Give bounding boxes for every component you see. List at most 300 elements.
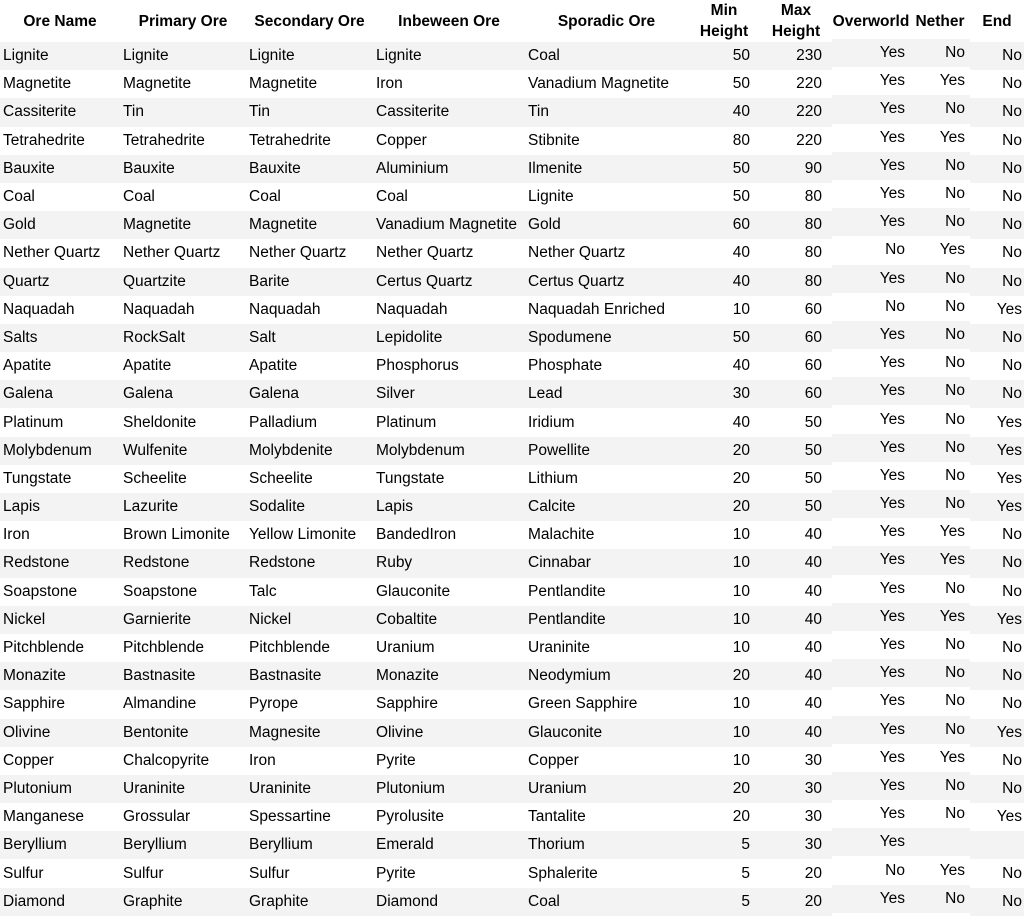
ore-name-cell: Nether Quartz bbox=[3, 244, 101, 262]
max-height-cell: 40 bbox=[804, 695, 822, 713]
nether-cell: Yes bbox=[939, 861, 965, 879]
max-height-cell: 220 bbox=[796, 131, 822, 149]
min-height-cell: 50 bbox=[732, 75, 750, 93]
ore-name-cell: Beryllium bbox=[0, 831, 120, 859]
ore-name-cell: Molybdenum bbox=[0, 437, 120, 465]
overworld-cell: Yes bbox=[832, 95, 910, 123]
sporadic-ore-cell: Uranium bbox=[525, 775, 688, 803]
end-cell: No bbox=[970, 549, 1024, 577]
nether-cell: Yes bbox=[939, 72, 965, 90]
primary-ore-cell: Galena bbox=[120, 380, 246, 408]
table-row bbox=[0, 775, 1024, 803]
header-min-height: Min Height bbox=[699, 2, 749, 40]
overworld-cell: Yes bbox=[879, 466, 905, 484]
sporadic-ore-cell: Naquadah Enriched bbox=[528, 300, 666, 318]
primary-ore-cell: Magnetite bbox=[123, 75, 192, 93]
table-row bbox=[0, 437, 1024, 465]
ore-name-cell: Apatite bbox=[3, 357, 52, 375]
primary-ore-cell: Lazurite bbox=[120, 493, 246, 521]
table-row bbox=[0, 578, 1024, 606]
nether-cell: No bbox=[910, 208, 970, 236]
primary-ore-cell: Almandine bbox=[123, 695, 197, 713]
secondary-ore-cell: Graphite bbox=[246, 888, 373, 916]
min-height-cell: 20 bbox=[688, 493, 760, 521]
sporadic-ore-cell: Copper bbox=[528, 751, 579, 769]
nether-cell: No bbox=[910, 152, 970, 180]
header-sporadic-ore: Sporadic Ore bbox=[557, 12, 656, 30]
max-height-cell: 40 bbox=[760, 549, 832, 577]
ore-name-cell: Soapstone bbox=[3, 582, 78, 600]
primary-ore-cell: Tin bbox=[120, 98, 246, 126]
header-end: End bbox=[982, 12, 1012, 30]
max-height-cell: 220 bbox=[796, 75, 822, 93]
ore-name-cell: Salts bbox=[0, 324, 120, 352]
inbeween-ore-cell: Vanadium Magnetite bbox=[373, 211, 525, 239]
ore-name-cell: Olivine bbox=[0, 719, 120, 747]
min-height-cell: 10 bbox=[688, 606, 760, 634]
nether-cell: No bbox=[910, 95, 970, 123]
nether-cell: Yes bbox=[939, 523, 965, 541]
nether-cell: No bbox=[945, 410, 965, 428]
secondary-ore-cell: Sodalite bbox=[246, 493, 373, 521]
primary-ore-cell: Pitchblende bbox=[123, 639, 205, 657]
secondary-ore-cell: Scheelite bbox=[249, 469, 313, 487]
primary-ore-cell: Chalcopyrite bbox=[123, 751, 210, 769]
secondary-ore-cell: Tin bbox=[246, 98, 373, 126]
nether-cell: Yes bbox=[939, 128, 965, 146]
overworld-cell: Yes bbox=[879, 636, 905, 654]
end-cell: No bbox=[1002, 582, 1022, 600]
primary-ore-cell: Lignite bbox=[120, 42, 246, 70]
primary-ore-cell: Quartzite bbox=[120, 268, 246, 296]
nether-cell: Yes bbox=[939, 748, 965, 766]
nether-cell: No bbox=[910, 39, 970, 67]
end-cell: Yes bbox=[996, 808, 1022, 826]
max-height-cell: 30 bbox=[760, 775, 832, 803]
max-height-cell: 20 bbox=[804, 864, 822, 882]
min-height-cell: 40 bbox=[688, 98, 760, 126]
overworld-cell: Yes bbox=[879, 185, 905, 203]
primary-ore-cell: Sheldonite bbox=[123, 413, 197, 431]
secondary-ore-cell: Nether Quartz bbox=[249, 244, 347, 262]
primary-ore-cell: Uraninite bbox=[120, 775, 246, 803]
overworld-cell: Yes bbox=[832, 659, 910, 687]
max-height-cell: 50 bbox=[804, 413, 822, 431]
overworld-cell: Yes bbox=[832, 39, 910, 67]
secondary-ore-cell: Iron bbox=[249, 751, 276, 769]
end-cell: Yes bbox=[970, 493, 1024, 521]
inbeween-ore-cell: Lignite bbox=[373, 42, 525, 70]
sporadic-ore-cell: Certus Quartz bbox=[525, 268, 688, 296]
inbeween-ore-cell: Tungstate bbox=[376, 469, 445, 487]
overworld-cell: Yes bbox=[879, 354, 905, 372]
inbeween-ore-cell: Phosphorus bbox=[376, 357, 459, 375]
max-height-cell: 80 bbox=[804, 244, 822, 262]
nether-cell: Yes bbox=[939, 241, 965, 259]
inbeween-ore-cell: Aluminium bbox=[373, 155, 525, 183]
table-row bbox=[0, 493, 1024, 521]
end-cell: No bbox=[1002, 695, 1022, 713]
min-height-cell: 10 bbox=[688, 719, 760, 747]
nether-cell: No bbox=[945, 692, 965, 710]
ore-name-cell: Sulfur bbox=[3, 864, 44, 882]
min-height-cell: 60 bbox=[688, 211, 760, 239]
ore-name-cell: Manganese bbox=[3, 808, 85, 826]
secondary-ore-cell: Barite bbox=[246, 268, 373, 296]
table-row bbox=[0, 465, 1024, 493]
inbeween-ore-cell: Pyrite bbox=[376, 751, 416, 769]
ore-name-cell: Iron bbox=[3, 526, 30, 544]
secondary-ore-cell: Pitchblende bbox=[249, 639, 331, 657]
end-cell: No bbox=[970, 380, 1024, 408]
end-cell: No bbox=[970, 324, 1024, 352]
end-cell: No bbox=[1002, 639, 1022, 657]
min-height-cell: 50 bbox=[688, 324, 760, 352]
max-height-cell: 30 bbox=[760, 831, 832, 859]
overworld-cell: Yes bbox=[832, 885, 910, 913]
nether-cell bbox=[910, 828, 970, 856]
primary-ore-cell: Brown Limonite bbox=[123, 526, 230, 544]
table-row bbox=[0, 606, 1024, 634]
inbeween-ore-cell: Glauconite bbox=[376, 582, 451, 600]
end-cell: No bbox=[1002, 864, 1022, 882]
max-height-cell: 40 bbox=[760, 719, 832, 747]
ore-name-cell: Plutonium bbox=[0, 775, 120, 803]
secondary-ore-cell: Galena bbox=[246, 380, 373, 408]
min-height-cell: 80 bbox=[732, 131, 750, 149]
inbeween-ore-cell: Nether Quartz bbox=[376, 244, 474, 262]
table-row bbox=[0, 831, 1024, 859]
ore-name-cell: Sapphire bbox=[3, 695, 66, 713]
sporadic-ore-cell: Pentlandite bbox=[525, 606, 688, 634]
secondary-ore-cell: Yellow Limonite bbox=[249, 526, 357, 544]
sporadic-ore-cell: Spodumene bbox=[525, 324, 688, 352]
end-cell: Yes bbox=[996, 300, 1022, 318]
header-secondary-ore: Secondary Ore bbox=[254, 12, 365, 30]
header-nether: Nether bbox=[915, 12, 965, 30]
overworld-cell: Yes bbox=[879, 128, 905, 146]
end-cell: No bbox=[970, 211, 1024, 239]
overworld-cell: Yes bbox=[832, 208, 910, 236]
primary-ore-cell: Apatite bbox=[123, 357, 172, 375]
max-height-cell: 50 bbox=[804, 469, 822, 487]
table-row bbox=[0, 268, 1024, 296]
table-row bbox=[0, 408, 1024, 436]
secondary-ore-cell: Apatite bbox=[249, 357, 298, 375]
min-height-cell: 10 bbox=[732, 751, 750, 769]
primary-ore-cell: Bentonite bbox=[120, 719, 246, 747]
max-height-cell: 80 bbox=[760, 211, 832, 239]
secondary-ore-cell: Beryllium bbox=[246, 831, 373, 859]
sporadic-ore-cell: Sphalerite bbox=[528, 864, 598, 882]
secondary-ore-cell: Bauxite bbox=[246, 155, 373, 183]
inbeween-ore-cell: Certus Quartz bbox=[373, 268, 525, 296]
overworld-cell: Yes bbox=[879, 692, 905, 710]
table-row bbox=[0, 380, 1024, 408]
sporadic-ore-cell: Lead bbox=[525, 380, 688, 408]
overworld-cell: Yes bbox=[832, 716, 910, 744]
inbeween-ore-cell: Pyrolusite bbox=[376, 808, 445, 826]
sporadic-ore-cell: Coal bbox=[525, 42, 688, 70]
end-cell: No bbox=[970, 775, 1024, 803]
end-cell: No bbox=[970, 268, 1024, 296]
table-row bbox=[0, 324, 1024, 352]
table-row bbox=[0, 662, 1024, 690]
sporadic-ore-cell: Tantalite bbox=[528, 808, 586, 826]
overworld-cell: No bbox=[885, 241, 905, 259]
inbeween-ore-cell: Copper bbox=[376, 131, 427, 149]
inbeween-ore-cell: Pyrite bbox=[376, 864, 416, 882]
inbeween-ore-cell: Lepidolite bbox=[373, 324, 525, 352]
overworld-cell: Yes bbox=[832, 603, 910, 631]
max-height-cell: 80 bbox=[804, 188, 822, 206]
overworld-cell: Yes bbox=[879, 748, 905, 766]
secondary-ore-cell: Lignite bbox=[246, 42, 373, 70]
table-row bbox=[0, 127, 1024, 155]
table-row bbox=[0, 296, 1024, 324]
end-cell: No bbox=[1002, 357, 1022, 375]
overworld-cell: Yes bbox=[879, 805, 905, 823]
secondary-ore-cell: Palladium bbox=[249, 413, 318, 431]
sporadic-ore-cell: Stibnite bbox=[528, 131, 580, 149]
inbeween-ore-cell: Naquadah bbox=[376, 300, 448, 318]
table-row bbox=[0, 888, 1024, 916]
header-row bbox=[0, 0, 1024, 42]
min-height-cell: 5 bbox=[688, 831, 760, 859]
primary-ore-cell: Redstone bbox=[120, 549, 246, 577]
nether-cell: No bbox=[945, 185, 965, 203]
min-height-cell: 10 bbox=[732, 526, 750, 544]
end-cell: No bbox=[970, 155, 1024, 183]
inbeween-ore-cell: Olivine bbox=[373, 719, 525, 747]
table-row bbox=[0, 211, 1024, 239]
nether-cell: No bbox=[945, 636, 965, 654]
inbeween-ore-cell: Plutonium bbox=[373, 775, 525, 803]
min-height-cell: 20 bbox=[688, 662, 760, 690]
ore-name-cell: Coal bbox=[3, 188, 35, 206]
overworld-cell: Yes bbox=[832, 265, 910, 293]
ore-name-cell: Naquadah bbox=[3, 300, 75, 318]
table-row bbox=[0, 690, 1024, 718]
max-height-cell: 220 bbox=[760, 98, 832, 126]
max-height-cell: 60 bbox=[760, 324, 832, 352]
min-height-cell: 5 bbox=[688, 888, 760, 916]
sporadic-ore-cell: Glauconite bbox=[525, 719, 688, 747]
secondary-ore-cell: Molybdenite bbox=[246, 437, 373, 465]
nether-cell: Yes bbox=[910, 603, 970, 631]
primary-ore-cell: Graphite bbox=[120, 888, 246, 916]
primary-ore-cell: RockSalt bbox=[120, 324, 246, 352]
ore-name-cell: Tetrahedrite bbox=[3, 131, 85, 149]
ore-name-cell: Galena bbox=[0, 380, 120, 408]
nether-cell: No bbox=[910, 885, 970, 913]
inbeween-ore-cell: Ruby bbox=[373, 549, 525, 577]
secondary-ore-cell: Spessartine bbox=[249, 808, 331, 826]
sporadic-ore-cell: Calcite bbox=[525, 493, 688, 521]
end-cell: No bbox=[970, 888, 1024, 916]
sporadic-ore-cell: Phosphate bbox=[528, 357, 603, 375]
sporadic-ore-cell: Vanadium Magnetite bbox=[528, 75, 670, 93]
ore-name-cell: Nickel bbox=[0, 606, 120, 634]
ore-name-cell: Monazite bbox=[0, 662, 120, 690]
ore-name-cell: Lignite bbox=[0, 42, 120, 70]
nether-cell: No bbox=[910, 265, 970, 293]
inbeween-ore-cell: Coal bbox=[376, 188, 408, 206]
nether-cell: No bbox=[910, 490, 970, 518]
primary-ore-cell: Garnierite bbox=[120, 606, 246, 634]
min-height-cell: 40 bbox=[732, 357, 750, 375]
min-height-cell: 10 bbox=[732, 582, 750, 600]
sporadic-ore-cell: Ilmenite bbox=[525, 155, 688, 183]
nether-cell: No bbox=[945, 297, 965, 315]
nether-cell: No bbox=[945, 579, 965, 597]
min-height-cell: 50 bbox=[688, 155, 760, 183]
max-height-cell: 80 bbox=[760, 268, 832, 296]
min-height-cell: 10 bbox=[732, 639, 750, 657]
max-height-cell: 90 bbox=[760, 155, 832, 183]
sporadic-ore-cell: Malachite bbox=[528, 526, 595, 544]
primary-ore-cell: Naquadah bbox=[123, 300, 195, 318]
end-cell: No bbox=[970, 98, 1024, 126]
max-height-cell: 30 bbox=[804, 808, 822, 826]
end-cell: No bbox=[1002, 751, 1022, 769]
secondary-ore-cell: Tetrahedrite bbox=[249, 131, 331, 149]
secondary-ore-cell: Coal bbox=[249, 188, 281, 206]
overworld-cell: Yes bbox=[832, 490, 910, 518]
end-cell: Yes bbox=[970, 606, 1024, 634]
ore-name-cell: Bauxite bbox=[0, 155, 120, 183]
max-height-cell: 50 bbox=[760, 493, 832, 521]
table-row bbox=[0, 239, 1024, 267]
table-row bbox=[0, 859, 1024, 887]
min-height-cell: 20 bbox=[688, 775, 760, 803]
end-cell: No bbox=[970, 662, 1024, 690]
max-height-cell: 60 bbox=[804, 300, 822, 318]
header-primary-ore: Primary Ore bbox=[138, 12, 228, 30]
nether-cell: No bbox=[910, 321, 970, 349]
nether-cell: No bbox=[945, 466, 965, 484]
inbeween-ore-cell: Emerald bbox=[373, 831, 525, 859]
inbeween-ore-cell: Molybdenum bbox=[373, 437, 525, 465]
primary-ore-cell: Beryllium bbox=[120, 831, 246, 859]
overworld-cell: Yes bbox=[832, 546, 910, 574]
nether-cell: No bbox=[910, 377, 970, 405]
nether-cell: No bbox=[910, 772, 970, 800]
end-cell: Yes bbox=[996, 413, 1022, 431]
secondary-ore-cell: Magnesite bbox=[246, 719, 373, 747]
ore-name-cell: Quartz bbox=[0, 268, 120, 296]
sporadic-ore-cell: Powellite bbox=[525, 437, 688, 465]
primary-ore-cell: Bastnasite bbox=[120, 662, 246, 690]
table-row bbox=[0, 719, 1024, 747]
overworld-cell: Yes bbox=[832, 377, 910, 405]
sporadic-ore-cell: Lithium bbox=[528, 469, 578, 487]
overworld-cell: No bbox=[885, 861, 905, 879]
table-row bbox=[0, 549, 1024, 577]
primary-ore-cell: Tetrahedrite bbox=[123, 131, 205, 149]
end-cell: Yes bbox=[970, 437, 1024, 465]
max-height-cell: 60 bbox=[760, 380, 832, 408]
table-row bbox=[0, 42, 1024, 70]
secondary-ore-cell: Redstone bbox=[246, 549, 373, 577]
table-body bbox=[0, 42, 1024, 916]
sporadic-ore-cell: Pentlandite bbox=[528, 582, 606, 600]
overworld-cell: Yes bbox=[832, 434, 910, 462]
secondary-ore-cell: Naquadah bbox=[249, 300, 321, 318]
inbeween-ore-cell: Monazite bbox=[373, 662, 525, 690]
overworld-cell: Yes bbox=[879, 523, 905, 541]
min-height-cell: 50 bbox=[688, 42, 760, 70]
header-ore-name: Ore Name bbox=[23, 12, 97, 30]
max-height-cell: 20 bbox=[760, 888, 832, 916]
end-cell: No bbox=[1002, 75, 1022, 93]
header-max-height: Max Height bbox=[771, 2, 821, 40]
sporadic-ore-cell: Cinnabar bbox=[525, 549, 688, 577]
inbeween-ore-cell: Uranium bbox=[376, 639, 435, 657]
nether-cell: No bbox=[910, 659, 970, 687]
primary-ore-cell: Sulfur bbox=[123, 864, 164, 882]
secondary-ore-cell: Sulfur bbox=[249, 864, 290, 882]
primary-ore-cell: Scheelite bbox=[123, 469, 187, 487]
primary-ore-cell: Wulfenite bbox=[120, 437, 246, 465]
nether-cell: No bbox=[910, 716, 970, 744]
ore-name-cell: Tungstate bbox=[3, 469, 72, 487]
end-cell: Yes bbox=[996, 469, 1022, 487]
sporadic-ore-cell: Iridium bbox=[528, 413, 575, 431]
table-row bbox=[0, 521, 1024, 549]
min-height-cell: 10 bbox=[732, 300, 750, 318]
end-cell: No bbox=[1002, 188, 1022, 206]
overworld-cell: No bbox=[885, 297, 905, 315]
overworld-cell: Yes bbox=[832, 321, 910, 349]
sporadic-ore-cell: Gold bbox=[525, 211, 688, 239]
sporadic-ore-cell: Uraninite bbox=[528, 639, 591, 657]
primary-ore-cell: Bauxite bbox=[120, 155, 246, 183]
overworld-cell: Yes bbox=[832, 152, 910, 180]
table-row bbox=[0, 98, 1024, 126]
min-height-cell: 10 bbox=[732, 695, 750, 713]
header-overworld: Overworld bbox=[832, 12, 910, 30]
max-height-cell: 40 bbox=[760, 606, 832, 634]
table-row bbox=[0, 803, 1024, 831]
ore-name-cell: Copper bbox=[3, 751, 54, 769]
table-row bbox=[0, 747, 1024, 775]
secondary-ore-cell: Uraninite bbox=[246, 775, 373, 803]
max-height-cell: 50 bbox=[760, 437, 832, 465]
sporadic-ore-cell: Green Sapphire bbox=[528, 695, 638, 713]
ore-name-cell: Cassiterite bbox=[0, 98, 120, 126]
secondary-ore-cell: Bastnasite bbox=[246, 662, 373, 690]
sporadic-ore-cell: Neodymium bbox=[525, 662, 688, 690]
max-height-cell: 230 bbox=[760, 42, 832, 70]
min-height-cell: 10 bbox=[688, 549, 760, 577]
nether-cell: No bbox=[945, 805, 965, 823]
sporadic-ore-cell: Tin bbox=[525, 98, 688, 126]
ore-name-cell: Gold bbox=[0, 211, 120, 239]
inbeween-ore-cell: Cobaltite bbox=[373, 606, 525, 634]
overworld-cell: Yes bbox=[879, 579, 905, 597]
ore-name-cell: Diamond bbox=[0, 888, 120, 916]
ore-name-cell: Magnetite bbox=[3, 75, 72, 93]
secondary-ore-cell: Talc bbox=[249, 582, 277, 600]
min-height-cell: 20 bbox=[688, 437, 760, 465]
secondary-ore-cell: Nickel bbox=[246, 606, 373, 634]
max-height-cell: 40 bbox=[804, 526, 822, 544]
inbeween-ore-cell: Cassiterite bbox=[373, 98, 525, 126]
max-height-cell: 60 bbox=[804, 357, 822, 375]
inbeween-ore-cell: Platinum bbox=[376, 413, 437, 431]
end-cell: No bbox=[1002, 244, 1022, 262]
